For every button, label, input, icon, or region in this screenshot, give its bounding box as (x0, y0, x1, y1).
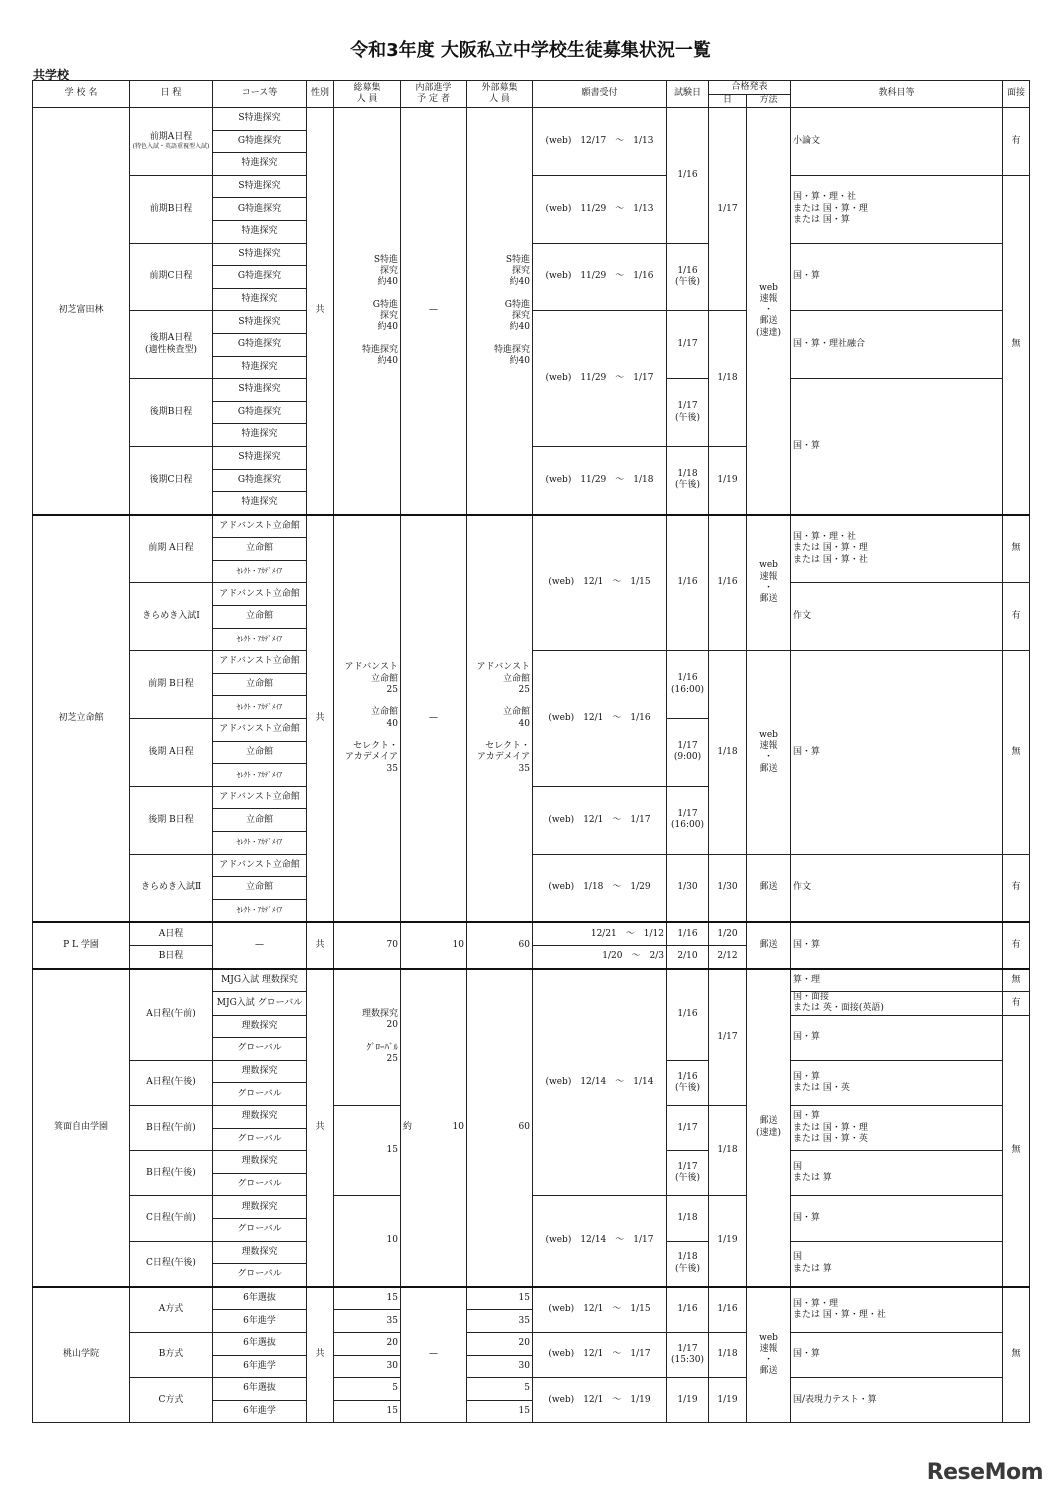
total-cell: 10 (334, 1196, 401, 1287)
subjects-cell: 国・算 (791, 651, 1003, 854)
course-cell: MJG入試 グローバル (213, 992, 307, 1016)
external-cell: 15 (467, 1287, 533, 1310)
course-cell: 特進探究 (213, 288, 307, 311)
schedule-cell: 前期 A日程 (130, 515, 213, 583)
course-cell: 6年進学 (213, 1355, 307, 1378)
subjects-cell: 国・算・理 または 国・算・理・社 (791, 1287, 1003, 1333)
exam-date-cell: 1/16 (午後) (667, 1060, 709, 1105)
schedule-cell: 後期C日程 (130, 446, 213, 514)
page-title: 令和3年度 大阪私立中学校生徒募集状況一覧 (350, 40, 711, 61)
schedule-cell: A日程 (130, 922, 213, 945)
internal-cell: 10 (401, 922, 467, 968)
result-day-cell: 1/19 (709, 1378, 747, 1423)
result-day-cell: 1/19 (709, 1196, 747, 1287)
schedule-cell: 前期 B日程 (130, 651, 213, 719)
schedule-cell: B日程(午後) (130, 1151, 213, 1196)
hdr-gender: 性別 (307, 81, 334, 108)
schedule-cell: 後期A日程 (適性検査型) (130, 311, 213, 379)
schedule-cell: A方式 (130, 1287, 213, 1333)
result-day-cell: 1/30 (709, 854, 747, 922)
hdr-interview: 面接 (1003, 81, 1030, 108)
interview-cell: 無 (1003, 515, 1030, 583)
external-cell: 35 (467, 1310, 533, 1333)
internal-cell: — (401, 108, 467, 515)
hdr-course: コース等 (213, 81, 307, 108)
subjects-cell: 作文 (791, 854, 1003, 922)
total-cell: 70 (334, 922, 401, 968)
schedule-cell: C日程(午後) (130, 1241, 213, 1287)
application-cell: (web) 12/1 ～ 1/15 (533, 1287, 667, 1333)
subjects-cell: 算・理 (791, 969, 1003, 992)
application-cell: 12/21 ～ 1/12 (533, 922, 667, 945)
school-name: 桃山学院 (33, 1287, 130, 1423)
course-cell: 理数探究 (213, 1106, 307, 1129)
result-day-cell: 1/18 (709, 311, 747, 447)
course-cell: S特進探究 (213, 446, 307, 469)
schedule-cell: 後期 B日程 (130, 786, 213, 854)
application-cell: 1/20 ～ 2/3 (533, 945, 667, 968)
school-name: P L 学園 (33, 922, 130, 968)
subjects-cell: 国・算 (791, 243, 1003, 311)
exam-date-cell: 1/17 (16:00) (667, 786, 709, 854)
result-method-cell: 郵送 (速達) (747, 969, 791, 1287)
internal-value: 10 (452, 1122, 464, 1133)
course-cell: 理数探究 (213, 1151, 307, 1174)
application-cell: (web) 12/1 ～ 1/19 (533, 1378, 667, 1423)
course-cell: ｾﾚｸﾄ・ｱｶﾃﾞﾒｲｱ (213, 560, 307, 583)
course-cell: グローバル (213, 1173, 307, 1196)
interview-cell: 有 (1003, 108, 1030, 176)
course-cell: 特進探究 (213, 492, 307, 515)
schedule-cell: 後期 A日程 (130, 719, 213, 787)
internal-prefix: 約 (403, 1122, 413, 1133)
course-cell: グローバル (213, 1083, 307, 1106)
subjects-cell: 国 または 算 (791, 1151, 1003, 1196)
course-cell: アドバンスト立命館 (213, 854, 307, 877)
subjects-cell: 小論文 (791, 108, 1003, 176)
subjects-cell: 作文 (791, 583, 1003, 651)
application-cell: (web) 12/1 ～ 1/16 (533, 651, 667, 787)
course-cell: MJG入試 理数探究 (213, 969, 307, 992)
total-cell: 5 (334, 1378, 401, 1401)
application-cell: (web) 12/17 ～ 1/13 (533, 108, 667, 176)
course-cell: 6年選抜 (213, 1378, 307, 1401)
subjects-cell: 国・算 (791, 379, 1003, 515)
external-cell: S特進 探究 約40 G特進 探究 約40 特進探究 約40 (467, 108, 533, 515)
subjects-cell: 国・算・理・社 または 国・算・理 または 国・算 (791, 175, 1003, 243)
interview-cell: 有 (1003, 922, 1030, 968)
course-cell: アドバンスト立命館 (213, 583, 307, 606)
exam-date-cell: 1/16 (667, 108, 709, 244)
exam-date-cell: 1/16 (667, 922, 709, 945)
result-day-cell: 1/18 (709, 1106, 747, 1196)
total-cell: アドバンスト 立命館 25 立命館 40 セレクト・ アカデメイア 35 (334, 515, 401, 923)
school-name: 初芝富田林 (33, 108, 130, 515)
course-cell: 立命館 (213, 606, 307, 629)
course-cell: 特進探究 (213, 424, 307, 447)
course-cell: ｾﾚｸﾄ・ｱｶﾃﾞﾒｲｱ (213, 696, 307, 719)
subjects-cell: 国・算 (791, 922, 1003, 968)
hdr-external: 外部募集 人 員 (467, 81, 533, 108)
category-label: 共学校 (33, 68, 70, 82)
course-cell: アドバンスト立命館 (213, 719, 307, 742)
external-cell: 60 (467, 969, 533, 1287)
exam-date-cell: 1/17 (9:00) (667, 719, 709, 787)
course-cell: — (213, 922, 307, 968)
application-cell: (web) 11/29 ～ 1/16 (533, 243, 667, 311)
course-cell: 立命館 (213, 741, 307, 764)
result-day-cell: 1/16 (709, 1287, 747, 1333)
external-cell: 15 (467, 1400, 533, 1423)
schedule-cell: B日程 (130, 945, 213, 968)
course-cell: 6年進学 (213, 1310, 307, 1333)
subjects-cell: 国・算 (791, 1196, 1003, 1241)
schedule-cell: B日程(午前) (130, 1106, 213, 1151)
course-cell: グローバル (213, 1219, 307, 1242)
gender-cell: 共 (307, 1287, 334, 1423)
schedule-cell: C方式 (130, 1378, 213, 1423)
gender-cell: 共 (307, 969, 334, 1287)
application-cell: (web) 12/1 ～ 1/15 (533, 515, 667, 651)
exam-date-cell: 2/10 (667, 945, 709, 968)
gender-cell: 共 (307, 515, 334, 923)
exam-date-cell: 1/17 (667, 311, 709, 379)
total-cell: S特進 探究 約40 G特進 探究 約40 特進探究 約40 (334, 108, 401, 515)
result-day-cell: 1/16 (709, 515, 747, 651)
exam-date-cell: 1/16 (667, 969, 709, 1061)
school-name: 初芝立命館 (33, 515, 130, 923)
course-cell: 理数探究 (213, 1060, 307, 1083)
resemom-watermark-logo: ReseMom (926, 1460, 1043, 1485)
application-cell: (web) 11/29 ～ 1/17 (533, 311, 667, 447)
course-cell: 特進探究 (213, 153, 307, 176)
schedule-cell: A日程(午後) (130, 1060, 213, 1105)
course-cell: G特進探究 (213, 401, 307, 424)
course-cell: グローバル (213, 1128, 307, 1151)
course-cell: グローバル (213, 1264, 307, 1287)
internal-cell (401, 969, 467, 1287)
course-cell: G特進探究 (213, 333, 307, 356)
schedule-cell: 前期A日程 (特色入試・英語重視型入試) (130, 108, 213, 176)
exam-date-cell: 1/19 (667, 1378, 709, 1423)
exam-date-cell: 1/18 (午後) (667, 446, 709, 514)
course-cell: S特進探究 (213, 108, 307, 131)
course-cell: G特進探究 (213, 130, 307, 153)
course-cell: 理数探究 (213, 1241, 307, 1264)
exam-date-cell: 1/17 (午後) (667, 379, 709, 447)
course-cell: 理数探究 (213, 1015, 307, 1038)
course-cell: 理数探究 (213, 1196, 307, 1219)
subjects-cell: 国・算 または 国・英 (791, 1060, 1003, 1105)
interview-cell: 無 (1003, 175, 1030, 514)
course-cell: S特進探究 (213, 311, 307, 334)
subjects-cell: 国・算 または 国・算・理 または 国・算・英 (791, 1106, 1003, 1151)
subjects-cell: 国/表現力テスト・算 (791, 1378, 1003, 1423)
interview-cell: 有 (1003, 992, 1030, 1016)
application-cell: (web) 12/14 ～ 1/14 (533, 969, 667, 1196)
subjects-cell: 国・算 (791, 1332, 1003, 1377)
interview-cell: 有 (1003, 583, 1030, 651)
hdr-application: 願書受付 (533, 81, 667, 108)
result-method-cell: web 速報 ・ 郵送 (速達) (747, 108, 791, 515)
hdr-result-method: 方法 (747, 95, 791, 108)
exam-date-cell: 1/16 (667, 1287, 709, 1333)
course-cell: ｾﾚｸﾄ・ｱｶﾃﾞﾒｲｱ (213, 832, 307, 855)
recruitment-table (32, 80, 1030, 1423)
result-day-cell: 1/18 (709, 1332, 747, 1377)
external-cell: 5 (467, 1378, 533, 1401)
hdr-schedule: 日 程 (130, 81, 213, 108)
application-cell: (web) 12/1 ～ 1/17 (533, 1332, 667, 1377)
application-cell: (web) 1/18 ～ 1/29 (533, 854, 667, 922)
result-day-cell: 1/17 (709, 969, 747, 1106)
hdr-result: 合格発表 (709, 81, 791, 95)
course-cell: ｾﾚｸﾄ・ｱｶﾃﾞﾒｲｱ (213, 628, 307, 651)
external-cell: 20 (467, 1332, 533, 1355)
course-cell: 6年選抜 (213, 1332, 307, 1355)
schedule-cell: A日程(午前) (130, 969, 213, 1061)
result-day-cell: 1/17 (709, 108, 747, 311)
course-cell: S特進探究 (213, 175, 307, 198)
interview-cell: 無 (1003, 651, 1030, 854)
exam-date-cell: 1/18 (667, 1196, 709, 1241)
schedule-cell: C日程(午前) (130, 1196, 213, 1241)
course-cell: 6年選抜 (213, 1287, 307, 1310)
subjects-cell: 国 または 算 (791, 1241, 1003, 1287)
interview-cell: 無 (1003, 969, 1030, 992)
hdr-internal: 内部進学 予 定 者 (401, 81, 467, 108)
exam-date-cell: 1/17 (667, 1106, 709, 1151)
hdr-exam-date: 試験日 (667, 81, 709, 108)
course-cell: ｾﾚｸﾄ・ｱｶﾃﾞﾒｲｱ (213, 764, 307, 787)
schedule-cell: きらめき入試Ⅱ (130, 854, 213, 922)
subjects-cell: 国・算・理・社 または 国・算・理 または 国・算・社 (791, 515, 1003, 583)
subjects-cell: 国・算 (791, 1015, 1003, 1060)
external-cell: 30 (467, 1355, 533, 1378)
schedule-cell: 後期B日程 (130, 379, 213, 447)
course-cell: G特進探究 (213, 198, 307, 221)
result-day-cell: 1/20 (709, 922, 747, 945)
hdr-total: 総募集 人 員 (334, 81, 401, 108)
application-cell: (web) 12/14 ～ 1/17 (533, 1196, 667, 1287)
course-cell: グローバル (213, 1038, 307, 1061)
course-cell: アドバンスト立命館 (213, 651, 307, 674)
course-cell: アドバンスト立命館 (213, 786, 307, 809)
external-cell: アドバンスト 立命館 25 立命館 40 セレクト・ アカデメイア 35 (467, 515, 533, 923)
hdr-result-day: 日 (709, 95, 747, 108)
course-cell: 立命館 (213, 809, 307, 832)
interview-cell: 無 (1003, 1287, 1030, 1423)
exam-date-cell: 1/30 (667, 854, 709, 922)
course-cell: G特進探究 (213, 469, 307, 492)
result-day-cell: 1/18 (709, 651, 747, 854)
external-cell: 60 (467, 922, 533, 968)
schedule-cell: 前期C日程 (130, 243, 213, 311)
exam-date-cell: 1/16 (16:00) (667, 651, 709, 719)
course-cell: 立命館 (213, 538, 307, 561)
course-cell: 立命館 (213, 877, 307, 900)
course-cell: アドバンスト立命館 (213, 515, 307, 538)
total-cell: 30 (334, 1355, 401, 1378)
hdr-school: 学 校 名 (33, 81, 130, 108)
application-cell: (web) 11/29 ～ 1/18 (533, 446, 667, 514)
subjects-cell: 国・面接 または 英・面接(英語) (791, 992, 1003, 1016)
schedule-cell: きらめき入試Ⅰ (130, 583, 213, 651)
school-name: 箕面自由学園 (33, 969, 130, 1287)
total-cell: 35 (334, 1310, 401, 1333)
total-cell: 理数探究 20 ｸﾞﾛｰﾊﾞﾙ 25 (334, 969, 401, 1106)
total-cell: 15 (334, 1400, 401, 1423)
gender-cell: 共 (307, 108, 334, 515)
internal-cell: — (401, 1287, 467, 1423)
total-cell: 15 (334, 1287, 401, 1310)
total-cell: 20 (334, 1332, 401, 1355)
application-cell: (web) 11/29 ～ 1/13 (533, 175, 667, 243)
schedule-cell: B方式 (130, 1332, 213, 1377)
result-method-cell: web 速報 ・ 郵送 (747, 651, 791, 854)
exam-date-cell: 1/17 (15:30) (667, 1332, 709, 1377)
hdr-subjects: 教科目等 (791, 81, 1003, 108)
course-cell: G特進探究 (213, 266, 307, 289)
result-method-cell: 郵送 (747, 922, 791, 968)
course-cell: 特進探究 (213, 356, 307, 379)
interview-cell: 有 (1003, 854, 1030, 922)
result-method-cell: web 速報 ・ 郵送 (747, 1287, 791, 1423)
total-cell: 15 (334, 1106, 401, 1196)
result-method-cell: web 速報 ・ 郵送 (747, 515, 791, 651)
course-cell: ｾﾚｸﾄ・ｱｶﾃﾞﾒｲｱ (213, 899, 307, 922)
exam-date-cell: 1/16 (午後) (667, 243, 709, 311)
result-day-cell: 1/19 (709, 446, 747, 514)
exam-date-cell: 1/18 (午後) (667, 1241, 709, 1287)
internal-cell: — (401, 515, 467, 923)
result-method-cell: 郵送 (747, 854, 791, 922)
result-day-cell: 2/12 (709, 945, 747, 968)
course-cell: 特進探究 (213, 220, 307, 243)
subjects-cell: 国・算・理社融合 (791, 311, 1003, 379)
exam-date-cell: 1/16 (667, 515, 709, 651)
course-cell: 6年進学 (213, 1400, 307, 1423)
course-cell: 立命館 (213, 673, 307, 696)
schedule-cell: 前期B日程 (130, 175, 213, 243)
course-cell: S特進探究 (213, 379, 307, 402)
course-cell: S特進探究 (213, 243, 307, 266)
gender-cell: 共 (307, 922, 334, 968)
exam-date-cell: 1/17 (午後) (667, 1151, 709, 1196)
application-cell: (web) 12/1 ～ 1/17 (533, 786, 667, 854)
interview-cell: 無 (1003, 1015, 1030, 1287)
